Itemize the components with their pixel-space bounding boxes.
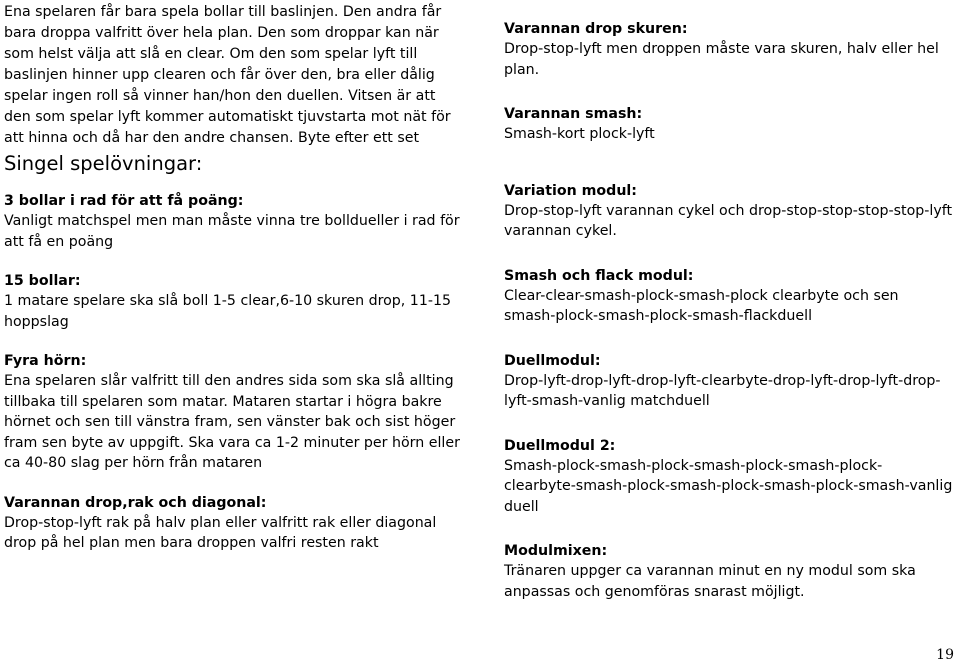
- exercise-title: Duellmodul 2:: [504, 437, 616, 454]
- exercise-description: Vanligt matchspel men man måste vinna tre bolldueller i rad för att få en poäng: [4, 213, 460, 250]
- intro-paragraph: Ena spelaren får bara spela bollar till baslinjen. Den andra får bara droppa valfritt över hela plan. Den som droppar kan när som helst välja att slå en clear. Om den som spelar lyft till baslinjen hinner upp clearen och får över den, bra eller dålig spelar ingen roll så vinner han/hon den duellen. Vitsen är att den som spelar lyft kommer automatiskt tjuvstarta mot nät för att hinna och då har den andre chansen. Byte efter ett set: [4, 4, 451, 146]
- exercise-description: Clear-clear-smash-plock-smash-plock clearbyte och sen smash-plock-smash-plock-smash-flackduell: [504, 287, 899, 324]
- exercise-block: [4, 271, 466, 332]
- exercise-title: Modulmixen:: [504, 543, 608, 559]
- right-column: [504, 0, 954, 626]
- exercise-block: [504, 104, 954, 145]
- exercise-description: Drop-lyft-drop-lyft-drop-lyft-clearbyte-drop-lyft-drop-lyft-drop-lyft-smash-vanlig matchduell: [504, 372, 941, 409]
- exercise-title: Varannan drop,rak och diagonal:: [4, 494, 267, 511]
- exercise-description: Drop-stop-lyft varannan cykel och drop-stop-stop-stop-stop-lyft varannan cykel.: [504, 202, 953, 239]
- exercise-title: Varannan drop skuren:: [504, 21, 688, 37]
- exercise-block: [4, 493, 466, 554]
- exercise-title: Fyra hörn:: [4, 353, 87, 369]
- exercise-title: Duellmodul:: [504, 352, 601, 369]
- exercise-title: 15 bollar:: [4, 273, 81, 289]
- exercise-description: 1 matare spelare ska slå boll 1-5 clear,6-10 skuren drop, 11-15 hoppslag: [4, 293, 452, 330]
- exercise-block: [4, 351, 466, 474]
- exercise-title: Varannan smash:: [504, 106, 643, 122]
- page-number: 19: [936, 647, 954, 663]
- exercise-description: Ena spelaren slår valfritt till den andres sida som ska slå allting tillbaka till spelaren som matar. Mataren startar i högra bakre hörnet och sen till vänstra fram, sen vänster bak och sist höger fram sen byte av uppgift. Ska vara ca 1-2 minuter per hörn eller ca 40-80 slag per hörn från mataren: [4, 373, 460, 471]
- section-heading: Singel spelövningar:: [4, 152, 203, 175]
- exercise-block: [504, 436, 954, 518]
- left-column: [4, 0, 466, 554]
- exercise-description: Tränaren uppger ca varannan minut en ny modul som ska anpassas och genomföras snarast möjligt.: [504, 563, 916, 600]
- exercise-block: [504, 266, 954, 327]
- exercise-block: [504, 181, 954, 242]
- exercise-block: [504, 541, 954, 602]
- exercise-block: [4, 191, 466, 252]
- exercise-block: [504, 351, 954, 412]
- exercise-block: [504, 19, 954, 80]
- exercise-description: Smash-plock-smash-plock-smash-plock-smash-plock-clearbyte-smash-plock-smash-plock-smash-plock-smash-vanlig duell: [504, 457, 953, 515]
- exercise-title: Variation modul:: [504, 182, 637, 199]
- exercise-description: Drop-stop-lyft men droppen måste vara skuren, halv eller hel plan.: [504, 41, 939, 78]
- exercise-description: Drop-stop-lyft rak på halv plan eller valfritt rak eller diagonal drop på hel plan men bara droppen valfri resten rakt: [4, 514, 437, 551]
- exercise-description: Smash-kort plock-lyft: [504, 126, 655, 142]
- exercise-title: Smash och flack modul:: [504, 267, 694, 284]
- exercise-title: 3 bollar i rad för att få poäng:: [4, 193, 244, 209]
